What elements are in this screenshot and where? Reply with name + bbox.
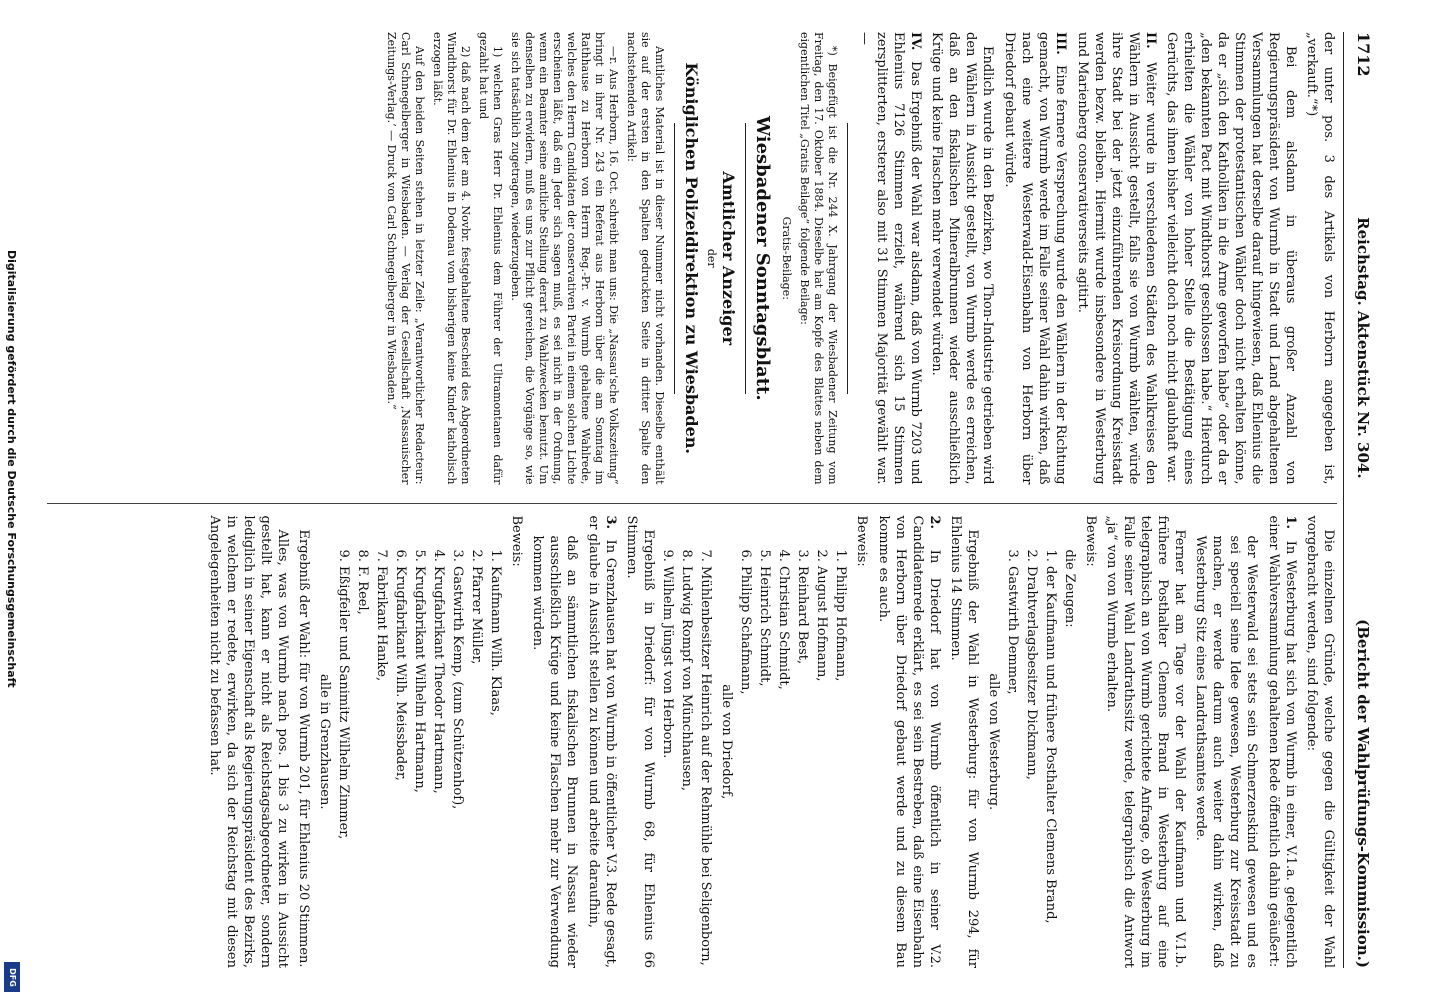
point-1-quote: der Westerwald sei stets sein Schmerzenskind gewesen und es sei speciell seine Idee gewesen, Westerburg zur Kreisstadt zu machen, er werde darum auch weiter dahin wirken, daß Westerburg Sitz eines Landrathsamtes werde.: [1193, 535, 1259, 968]
section-3-text: Eine fernere Versprechung wurde den Wählern in der Richtung gemacht, von Wurmb werde im Falle seiner Wahl dahin wirken, daß nach eine weitere Westerwald-Eisenbahn von Herborn über Driedorf gebaut würde.: [1002, 32, 1068, 485]
quoted-article: —r. Aus Herborn, 16. Oct. schreibt man uns: Die „Nassau'sche Volkszeitung“ bringt in ihrer Nr. 243 ein Referat aus Herborn über die am Sonntag im Rathhause zu Herborn von Herrn Reg.-Pr. v. Wurmb gehaltene Wahlrede, welches den Herrn Candidaten der conservativen Partei in einem solchen Lichte erscheinen läßt, daß ein Jeder sich sagen muß, es sei nicht in der Ordnung, wenn ein Beamter seine amtliche Stellung derart zu Wahlzwecken benutzt. Um denselben zu erwidern, muß es uns zur Pflicht gereichen, die Vorgänge so, wie sie sich tatsächlich zugetragen, wiederzugeben.: [509, 32, 620, 485]
witness-entry: 6. Krugfabrikant Wilh. Meissbader,: [393, 549, 408, 781]
section-4-text: Das Ergebniß der Wahl war alsdann, daß von Wurmb 7203 und Ehlenius 7126 Stimmen erzielt, während sich 15 Stimmen zersplitterten, ersterer also mit 31 Stimmen Majorität gewählt war. —: [857, 32, 923, 485]
digitization-credit-text: Digitalisierung gefördert durch die Deutsche Forschungsgemeinschaft: [5, 250, 18, 688]
point-1-number: 1.: [1283, 515, 1298, 530]
witness-entry: 5. Krugfabrikant Wilhelm Hartmann,: [412, 549, 427, 793]
witness-entry: 9. Wilhelm Jüngst von Herborn.: [660, 549, 675, 759]
witness-entry: 1. Philipp Hofmann,: [833, 549, 848, 682]
witness-list-2: [737, 516, 849, 969]
point-2-number: 2.: [927, 515, 942, 530]
der-label: der: [705, 248, 718, 268]
point-1: [1265, 516, 1299, 969]
witness-list-2b: [659, 516, 714, 969]
witness-2: 2. Drahtverlagsbesitzer Dickmann,: [1024, 549, 1039, 780]
witness-entry: 5. Heinrich Schmidt,: [757, 549, 772, 687]
quoted-point-2: 2) daß nach dem der am 4. Novbr. festgehaltene Bescheid des Abgeordneten Windthorst für Dr. Ehlenius in Dodenau vom bisherigen keine Kinder katholisch erzogen läßt.: [431, 32, 472, 485]
page-columns: [47, 20, 1337, 980]
section-4: [856, 32, 924, 485]
left-paragraph-4: Endlich wurde in den Bezirken, wo Thon-Industrie getrieben wird den Wählern in Aussicht gestellt, von Wurmb werde es erreichen, daß an den fiskalischen Mineralbrunnen wieder ausschließlich Krüge und keine Flaschen mehr verwendet würden.: [929, 32, 995, 485]
official-gazette-title: Amtlicher Anzeiger: [719, 171, 738, 346]
witness-1: 1. der Kaufmann und frühere Posthalter Clemens Brand,: [1043, 549, 1058, 924]
section-2-number: II.: [1143, 32, 1158, 49]
quoted-intro: Amtliches Material ist in dieser Nummer nicht vorhanden. Dieselbe enthält sie auf der ersten in den Spalten gedruckten Seite in dritter Spalte den nachstehenden Artikel:: [625, 32, 666, 485]
page-header: [1343, 32, 1372, 968]
witness-entry: 8. F. Reel,: [355, 549, 370, 615]
point-2-result: Ergebniß in Driedorf: für von Wurmb 68, für Ehlenius 66 Stimmen.: [624, 515, 656, 968]
left-paragraph-1: Bei dem alsdann in überaus großer Anzahl von Regierungspräsident von Wurmb in Stadt und Land abgehaltenen Versammlungen hat derselbe darauf hingewiesen, daß Ehlenius die Stimmen der protestantischen Wähler doch nicht erhalten könne, da er „sich den Katholiken in die Arme geworfen habe“ oder da er „den bekannten Pact mit Windthorst geschlossen habe.“ Hierdurch erhielten die Wähler von hoher Stelle die Bestätigung eines Gerüchts, das ihnen bisher vielleicht doch noch nicht glaubhaft war.: [1164, 32, 1298, 485]
point-1-result: Ergebniß der Wahl in Westerburg: für von Wurmb 294, für Ehlenius 14 Stimmen.: [948, 515, 980, 968]
witness-entry: 8. Ludwig Rompf von Münchhausen,: [679, 549, 694, 792]
footnote: *) Beigefügt ist die Nr. 244 X. Jahrgang der Wiesbadener Zeitung vom Freitag, den 17. Oktober 1884. Dieselbe hat am Kopfe des Blattes neben dem eigentlichen Titel „Gratis Beilage“ folgende Beilage:: [798, 32, 839, 485]
witness-entry: 3. Reinhard Best,: [795, 549, 810, 665]
witness-list-3: [335, 516, 504, 969]
page-number: 1712: [1354, 32, 1373, 77]
point-3: [585, 516, 619, 969]
point-1-text: In Westerburg hat sich von Wurmb in einer, V.1.a. gelegentlich einer Wahlversammlung gehaltenen Rede öffentlich dahin geäußert:: [1266, 515, 1298, 968]
witness-entry: 2. Pfarrer Müller,: [469, 549, 484, 665]
evidence-3-label: Beweis:: [509, 515, 524, 567]
witness-entry: 1. Kaufmann Wilh. Klaas,: [488, 549, 503, 716]
witness-entry: 6. Philipp Schafmann,: [738, 549, 753, 695]
witness-entry: 4. Krugfabrikant Theodor Hartmann,: [431, 549, 446, 794]
newspaper-title: Wiesbadener Sonntagsblatt.: [752, 115, 773, 401]
page-subtitle: (Bericht der Wahlprüfungs-Kommission.): [1354, 619, 1372, 968]
evidence-2-label: Beweis:: [854, 515, 869, 567]
point-2: [875, 516, 943, 969]
page-title: Reichstag. Aktenstück Nr. 304.: [1354, 217, 1372, 479]
closing-paragraph: Alles, was von Wurmb nach pos. 1 bis 3 zu wirken in Aussicht gestellt hat, kann er nicht als Reichstagsabgeordneter, sondern lediglich in seiner Eigenschaft als Regierungspräsident des Bezirks, in welchem er redete, erwirken, da sich der Reichstag mit diesen Angelegenheiten nicht zu befassen hat.: [207, 515, 290, 968]
witness-entry: 3. Gastwirth Kemp, (zum Schützenhof),: [450, 549, 465, 810]
section-2: [1074, 32, 1159, 485]
point-1-b: Ferner hat am Tage vor der Wahl der Kaufmann und V.1.b. frühere Posthalter Clemens Brand in Westerburg auf eine telegraphisch an von Wurmb gerichtete Anfrage, ob Westerburg im Falle seiner Wahl Landrathssitz werde, telegraphisch die Antwort „ja“ von von Wurmb erhalten.: [1104, 515, 1187, 968]
witness-3: 3. Gastwirth Demmer,: [1005, 549, 1020, 695]
point-3-text: In Grenzhausen hat von Wurmb in öffentlicher V.3. Rede gesagt, er glaube in Aussicht stellen zu können und arbeite daraufhin,: [586, 515, 618, 968]
witness-entry: 9. Eßigfeiler und Sanimitz Wilhelm Zimmer,: [336, 549, 351, 840]
left-intro: der unter pos. 3 des Artikels von Herborn angegeben ist, „verkauft.“*): [1304, 32, 1336, 485]
divider: [745, 123, 746, 395]
rotated-page-content: [32, 20, 1372, 980]
witnesses-3-all: alle in Grenzhausen.: [317, 674, 332, 810]
evidence-1-label: Beweis:: [1083, 515, 1098, 567]
point-2-text: In Driedorf hat von Wurmb öffentlich in seiner V.2. Candidatenrede erklärt, es sei sein Bestreben, daß eine Eisenbahn von Herborn über Driedorf gebaut werde und zu diesem Bau komme es auch.: [876, 515, 942, 968]
witnesses-all: alle von Westerburg.: [986, 673, 1001, 811]
section-4-number: IV.: [908, 32, 923, 51]
witness-entry: 7. Mühlenbesitzer Heinrich auf der Rehmühle bei Seligenborn,: [698, 549, 713, 966]
left-column: [47, 32, 1337, 485]
witness-entry: 4. Christian Schmidt,: [776, 549, 791, 690]
witness-entry: 2. August Hofmann,: [814, 549, 829, 682]
witnesses-label: die Zeugen:: [1062, 549, 1077, 628]
section-3: [1001, 32, 1069, 485]
quoted-point-1: 1) welchen Gras Herr Dr. Ehlenius dem Führer der Ultramontanen dafür gezahlt hat und: [477, 32, 504, 485]
gratis-label: Gratis-Beilage:: [780, 216, 793, 300]
section-2-text: Weiter wurde in verschiedenen Städten des Wahlkreises den Wählern in Aussicht gestellt, falls sie von Wurmb wählten, würde ihre Stadt bei der jetzt einzuführenden Kreisordnung Kreisstadt werden bezw. bleiben. Hiermit wurde insbesondere in Westerburg und Marienberg conservativerseits agitirt.: [1075, 32, 1158, 485]
witness-entry: 7. Fabrikant Hanke,: [374, 549, 389, 682]
authority-title: Königlichen Polizeidirektion zu Wiesbaden.: [682, 62, 701, 454]
point-3-number: 3.: [603, 515, 618, 530]
divider: [847, 123, 848, 395]
point-3-quote: daß an sämmtlichen fiskalischen Brunnen in Nassau wieder ausschließlich Krüge und keine Flaschen mehr zur Verwendung kommen würden.: [530, 535, 579, 968]
digitization-credit: [2, 250, 42, 950]
witnesses-2-all: alle von Driedorf,: [719, 684, 734, 800]
divider: [674, 123, 675, 395]
dfg-logo-icon: [4, 962, 20, 992]
right-intro: Die einzelnen Gründe, welche gegen die Gültigkeit der Wahl vorgebracht werden, sind folgende:: [1304, 515, 1336, 968]
point-3-result: Ergebniß der Wahl: für von Wurmb 201, für Ehlenius 20 Stimmen.: [296, 529, 311, 968]
right-column: [47, 503, 1337, 969]
quoted-footer: Auf den beiden Seiten stehen in letzter Zeile: „Verantwortlicher Redacteur: Carl Schnegelberger in Wiesbaden. — Verlag der Gesellschaft ‚Nassauischer Zeitungs-Verlag.‘ — Druck von Carl Schnegelberger in Wiesbaden.“: [385, 32, 426, 485]
dfg-logo-text: DFG: [7, 967, 17, 987]
section-3-number: III.: [1053, 32, 1068, 55]
